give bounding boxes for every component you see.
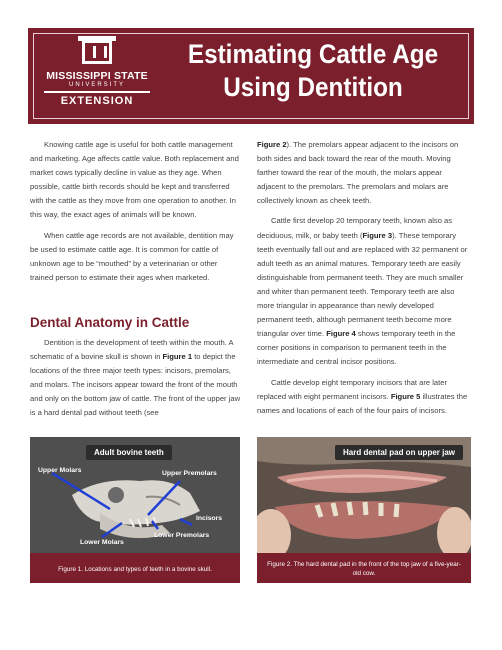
figure-1 bbox=[30, 437, 240, 583]
figure-reference: Figure 2 bbox=[257, 140, 287, 149]
label-lower-molars: Lower Molars bbox=[80, 539, 124, 546]
figure-reference: Figure 4 bbox=[326, 329, 356, 339]
figure-reference: Figure 1 bbox=[162, 352, 193, 362]
right-column bbox=[257, 138, 471, 424]
paragraph: Knowing cattle age is useful for both cattle management and marketing. Age affects cattle value. Both replacement and market cows typically decline in value as they age. When possible, cattle birth records should be kept and transferred with the cattle as they move from one operation to another. In this way, the exact ages of animals will be known. bbox=[30, 140, 239, 220]
logo-name: MISSISSIPPI STATE bbox=[46, 70, 148, 82]
label-upper-premolars: Upper Premolars bbox=[162, 470, 217, 477]
msu-extension-logo bbox=[38, 36, 156, 112]
figure-2 bbox=[257, 437, 471, 583]
figure-reference: Figure 5 bbox=[390, 391, 421, 401]
title-line-2: Using Dentition bbox=[223, 72, 403, 102]
left-column-intro bbox=[30, 138, 240, 291]
figure-reference: Figure 3 bbox=[362, 230, 393, 240]
figure-1-caption: Figure 1. Locations and types of teeth in a bovine skull. bbox=[58, 566, 212, 573]
figure-1-title: Adult bovine teeth bbox=[86, 445, 172, 460]
title-line-1: Estimating Cattle Age bbox=[187, 39, 439, 69]
header-banner bbox=[28, 28, 474, 124]
paragraph: When cattle age records are not available, dentition may be used to estimate cattle age. It is common for cattle of unknown age to be “mouthed” by a veterinarian or other trained person to estimate their ages when marketed. bbox=[30, 230, 234, 282]
cow-mouth-photo bbox=[257, 437, 471, 553]
document-title bbox=[183, 38, 444, 104]
paragraph: Cattle develop eight temporary incisors that are later replaced with eight permanent incisors. Figure 5 illustrates the names and locations of each of the four pairs of incisors. bbox=[257, 377, 468, 415]
label-incisors: Incisors bbox=[196, 515, 223, 522]
label-lower-premolars: Lower Premolars bbox=[154, 532, 210, 539]
left-column-anatomy bbox=[30, 336, 242, 427]
paragraph: Figure 2). The premolars appear adjacent to the incisors on both sides and back toward the rear of the mouth. Moving farther toward the rear of the mouth, the molars appear adjacent to the premolars. The premolars and molars are collectively known as cheek teeth. bbox=[257, 140, 459, 206]
logo-university: UNIVERSITY bbox=[68, 82, 125, 88]
msu-m-logo-icon bbox=[78, 36, 116, 68]
figure-2-caption: Figure 2. The hard dental pad in the front of the top jaw of a five-year-old cow. bbox=[267, 561, 461, 577]
bovine-skull-image bbox=[30, 437, 240, 553]
logo-extension: EXTENSION bbox=[60, 94, 134, 107]
label-upper-molars: Upper Molars bbox=[38, 467, 82, 474]
logo-divider bbox=[44, 91, 150, 93]
section-heading: Dental Anatomy in Cattle bbox=[30, 315, 190, 330]
paragraph: Cattle first develop 20 temporary teeth, known also as deciduous, milk, or baby teeth (Figure 3). These temporary teeth eventually fall out and are replaced with 32 permanent or adult teeth as an animal matures. Temporary teeth are easily distinguishable from permanent teeth. They are much smaller and whiter than permanent teeth. Temporary teeth are also more triangular in appearance than newly developed permanent teeth, although permanent teeth become more triangular over time. Figure 4 shows temporary teeth in the corner positions in comparison to permanent teeth in the intermediate and central incisor positions. bbox=[257, 216, 468, 367]
figure-2-title: Hard dental pad on upper jaw bbox=[335, 445, 463, 460]
paragraph: Dentition is the development of teeth within the mouth. A schematic of a bovine skull is shown in Figure 1 to depict the locations of the three major teeth types: incisors, premolars, and molars. The incisors appear toward the front of the mouth and only on the bottom jaw of cattle. The front of the upper jaw is a hard dental pad without teeth (see bbox=[30, 338, 241, 418]
